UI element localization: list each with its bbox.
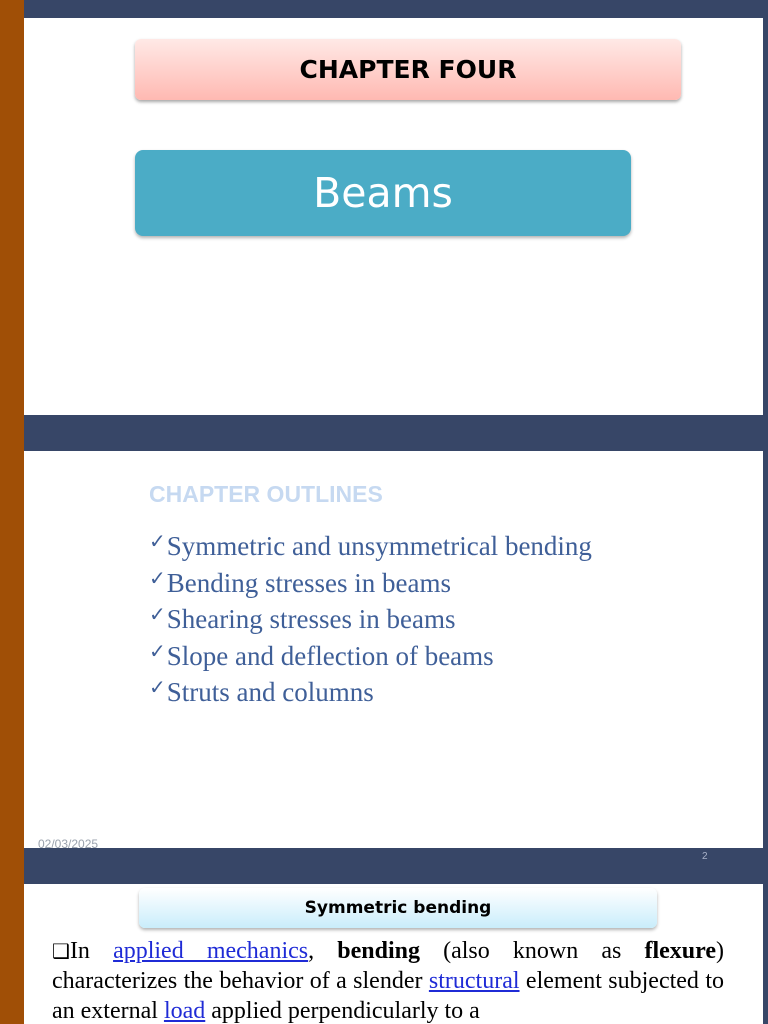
- chapter-title: Beams: [135, 150, 631, 236]
- link-load[interactable]: load: [163, 998, 206, 1024]
- list-item: [149, 529, 592, 566]
- outline-list: [149, 529, 592, 712]
- list-item: [149, 602, 592, 639]
- term-bending: bending: [337, 938, 420, 964]
- list-item-label: Shearing stresses in beams: [166, 604, 456, 634]
- link-applied-mechanics[interactable]: applied mechanics: [113, 938, 309, 964]
- slide-page-number: 2: [702, 851, 708, 862]
- outline-heading: CHAPTER OUTLINES: [149, 481, 383, 507]
- slide-left-band: [0, 0, 24, 433]
- slide-bottom-band: [24, 848, 768, 866]
- checkmark-icon: ✓: [149, 602, 166, 626]
- text-run: In: [69, 938, 114, 964]
- slide-right-band: [763, 433, 768, 866]
- slide-left-band: [0, 866, 24, 1024]
- term-flexure: flexure: [644, 938, 717, 964]
- checkbox-bullet-icon: ❑: [52, 939, 70, 963]
- slide-chapter-outlines: [0, 433, 768, 866]
- slide-top-band: [24, 433, 768, 451]
- slide-bottom-band: [24, 415, 768, 433]
- slide-date: 02/03/2025: [38, 837, 99, 851]
- slide-chapter-title: [0, 0, 768, 433]
- slide-left-band: [0, 433, 24, 866]
- list-item: [149, 566, 592, 603]
- list-item: [149, 675, 592, 712]
- slide-right-band: [763, 866, 768, 1024]
- body-paragraph: [52, 936, 724, 1024]
- slide-top-band: [24, 0, 768, 18]
- list-item-label: Symmetric and unsymmetrical bending: [166, 531, 592, 561]
- checkmark-icon: ✓: [149, 565, 166, 590]
- chapter-label: CHAPTER FOUR: [135, 39, 681, 100]
- text-run: (also known as: [419, 938, 645, 964]
- section-heading: Symmetric bending: [139, 888, 657, 928]
- slide-right-band: [763, 0, 768, 433]
- checkmark-icon: ✓: [149, 529, 166, 553]
- list-item-label: Struts and columns: [166, 677, 374, 707]
- link-structural[interactable]: structural: [428, 968, 520, 994]
- text-run: applied perpendicularly to a: [205, 998, 480, 1024]
- text-run: element subjected to an external: [52, 968, 725, 1024]
- checkmark-icon: ✓: [149, 638, 166, 663]
- checkmark-icon: ✓: [149, 675, 166, 699]
- slide-top-band: [24, 866, 768, 884]
- list-item-label: Slope and deflection of beams: [166, 640, 494, 671]
- text-run: ,: [308, 938, 338, 964]
- list-item: [149, 639, 592, 676]
- text-run: ) characterizes the behavior of a slender: [52, 938, 725, 994]
- slide-symmetric-bending: [0, 866, 768, 1024]
- list-item-label: Bending stresses in beams: [166, 567, 451, 598]
